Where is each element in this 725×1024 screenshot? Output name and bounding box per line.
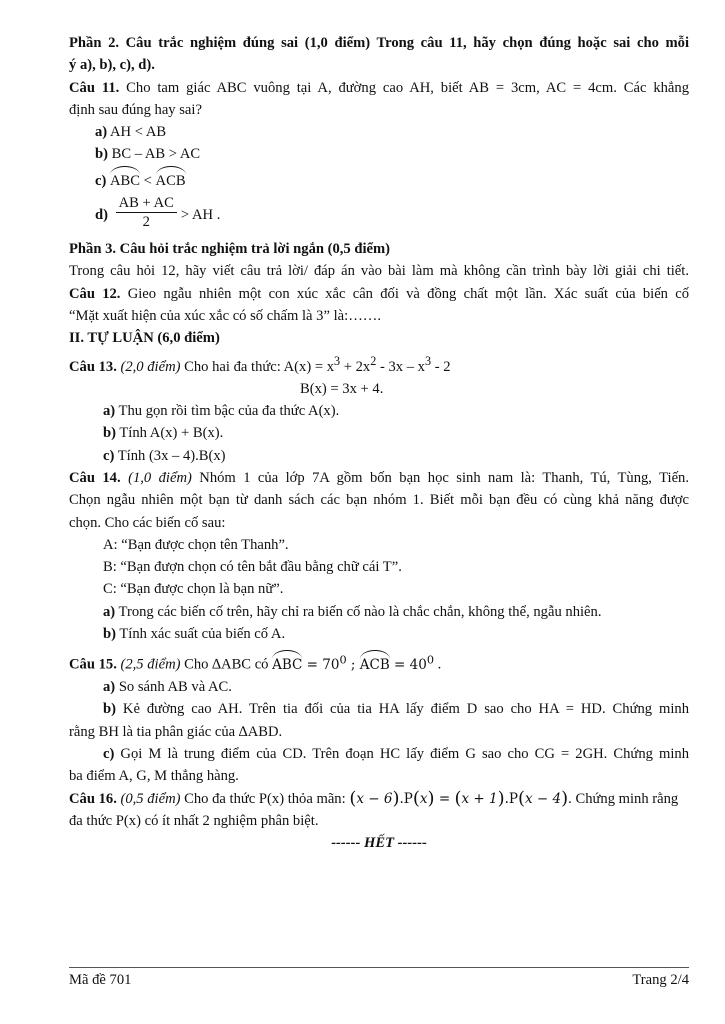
part-label: c) xyxy=(103,745,115,762)
part-text: Thu gọn rồi tìm bậc của đa thức A(x). xyxy=(115,403,340,420)
end-mark: ------ HẾT ------ xyxy=(331,835,427,852)
q16-text-1: Cho đa thức P(x) thỏa mãn: xyxy=(180,790,350,807)
q14-event-b: B: “Bạn đượn chọn có tên bắt đầu bằng chữ cái T”. xyxy=(103,559,402,576)
superscript: 3 xyxy=(424,353,432,368)
q13-term: + 2x xyxy=(340,358,371,375)
eq-equals: = xyxy=(434,790,455,807)
angle-acb: ACB xyxy=(360,654,390,676)
eq-term: x xyxy=(419,790,428,807)
option-label: c) xyxy=(95,172,107,189)
part-label: a) xyxy=(103,679,116,696)
q13-part-b xyxy=(69,422,689,444)
q16-text-2: đa thức P(x) có ít nhất 2 nghiệm phân biệt. xyxy=(69,812,319,829)
q14-event-a: A: “Bạn được chọn tên Thanh”. xyxy=(103,536,289,553)
part-text: Trong các biến cố trên, hãy chỉ ra biến cố nào là chắc chắn, không thể, ngẫu nhiên. xyxy=(115,603,602,620)
eq-term: x − 4 xyxy=(525,790,562,807)
q14-text-1: Nhóm 1 của lớp 7A gồm bốn bạn học sinh nam là: Thanh, Tú, Tùng, Tiến. xyxy=(191,469,690,486)
q14-part-a xyxy=(69,601,689,623)
part-ii-heading: II. TỰ LUẬN (6,0 điểm) xyxy=(69,330,220,347)
part2-heading: Phần 2. Câu trắc nghiệm đúng sai (1,0 điểm) Trong câu 11, hãy chọn đúng hoặc sai cho mỗi xyxy=(69,35,689,51)
q13-text xyxy=(69,350,689,378)
q14-text-2: Chọn ngẫu nhiên một bạn từ danh sách các bạn nhóm 1. Biết mỗi bạn đều có cùng khả năng được xyxy=(69,492,689,509)
angle-value: = 40 xyxy=(389,656,427,673)
part-label: b) xyxy=(103,701,116,718)
q14-event-c: C: “Bạn được chọn là bạn nữ”. xyxy=(103,581,284,598)
part-text: Tính (3x – 4).B(x) xyxy=(114,447,226,464)
q13-b-poly: B(x) = 3x + 4. xyxy=(300,380,384,397)
q13-term: - 3x – x xyxy=(376,358,425,375)
exam-code: Mã đề 701 xyxy=(69,972,132,988)
q14-part-b xyxy=(69,623,689,645)
angle-acb: ACB xyxy=(156,170,186,192)
eq-term: x + 1 xyxy=(461,790,498,807)
degree-superscript: 0 xyxy=(339,653,347,667)
part2-heading-cont: ý a), b), c), d). xyxy=(69,57,155,74)
footer-divider xyxy=(69,967,689,968)
q15-text xyxy=(69,649,689,676)
part-label: b) xyxy=(103,425,116,442)
fraction-denominator: 2 xyxy=(142,213,150,230)
exam-page xyxy=(69,32,689,854)
part3-heading: Phần 3. Câu hỏi trắc nghiệm trả lời ngắn (0,5 điểm) xyxy=(69,241,391,258)
separator: ; xyxy=(346,656,360,673)
q14-points: (1,0 điểm) xyxy=(128,469,192,486)
q11-label: Câu 11. xyxy=(69,79,120,96)
q13-points: (2,0 điểm) xyxy=(120,358,181,375)
q13-term: - 2 xyxy=(431,358,451,375)
page-footer xyxy=(69,972,689,989)
q13-text-1: Cho hai đa thức: A(x) = x xyxy=(180,358,335,375)
option-text: AH < AB xyxy=(107,124,167,141)
superscript: 3 xyxy=(334,353,341,368)
q16-points: (0,5 điểm) xyxy=(120,790,181,807)
q14-text-3: chọn. Cho các biến cố sau: xyxy=(69,514,226,531)
option-label: a) xyxy=(95,124,108,141)
q16-equation: (x − 6).P(x) = (x + 1).P(x − 4) xyxy=(349,787,569,809)
q11-text-2: định sau đúng hay sai? xyxy=(69,101,202,118)
q15-part-b xyxy=(69,698,689,720)
q15-part-c xyxy=(69,743,689,765)
q15-label: Câu 15. xyxy=(69,656,117,673)
part-text: So sánh AB và AC. xyxy=(115,679,232,696)
option-text: BC – AB > AC xyxy=(107,146,201,163)
part3-intro: Trong câu hỏi 12, hãy viết câu trả lời/ đáp án vào bài làm mà không cần trình bày lời giải chi tiết. xyxy=(69,263,689,280)
q15-part-a xyxy=(69,676,689,698)
q15-points: (2,5 điểm) xyxy=(120,656,181,673)
angle-abc: ABC xyxy=(110,170,140,192)
degree-superscript: 0 xyxy=(426,653,435,667)
eq-p: .P xyxy=(504,790,518,807)
q12-text-2: “Mặt xuất hiện của xúc xắc có số chấm là 3” là:……. xyxy=(69,307,382,324)
superscript: 2 xyxy=(370,353,377,368)
part-text: Tính xác suất của biến cố A. xyxy=(115,625,286,642)
part-label: a) xyxy=(103,603,116,620)
option-text: > AH . xyxy=(180,206,221,223)
q14-label: Câu 14. xyxy=(69,469,121,486)
part-label: a) xyxy=(103,403,116,420)
q12-text-1: Gieo ngẫu nhiên một con xúc xắc cân đối và đồng chất một lần. Xác suất của biến cố xyxy=(120,285,689,302)
q11-option-d xyxy=(69,192,689,238)
q16-label: Câu 16. xyxy=(69,790,117,807)
q12-text xyxy=(69,283,689,305)
q15-part-c-cont: ba điểm A, G, M thẳng hàng. xyxy=(69,768,239,785)
part-label: b) xyxy=(103,625,116,642)
less-than-sign: < xyxy=(140,172,156,189)
q14-text xyxy=(69,467,689,489)
eq-term: x − 6 xyxy=(356,790,393,807)
q13-part-c xyxy=(69,445,689,467)
fraction-numerator: AB + AC xyxy=(116,194,177,213)
q13-part-a xyxy=(69,400,689,422)
q11-text-1: Cho tam giác ABC vuông tại A, đường cao AH, biết AB = 3cm, AC = 4cm. Các khẳng xyxy=(119,79,689,96)
q16-text-after: . Chứng minh rằng xyxy=(568,790,679,807)
fraction xyxy=(116,194,177,231)
q11-text xyxy=(69,77,689,99)
angle-value: = 70 xyxy=(302,656,340,673)
option-label: d) xyxy=(95,206,108,223)
q12-label: Câu 12. xyxy=(69,285,121,302)
angle-abc: ABC xyxy=(272,654,302,676)
part-label: c) xyxy=(103,447,115,464)
q11-option-a xyxy=(69,121,689,143)
part-text: Kẻ đường cao AH. Trên tia đối của tia HA lấy điểm D sao cho HA = HD. Chứng minh xyxy=(115,701,689,718)
eq-p: .P xyxy=(399,790,413,807)
page-number: Trang 2/4 xyxy=(632,972,689,988)
q11-option-b xyxy=(69,143,689,165)
q13-label: Câu 13. xyxy=(69,358,117,375)
q11-option-c xyxy=(69,170,689,192)
part-text: Tính A(x) + B(x). xyxy=(115,425,224,442)
q16-text xyxy=(69,788,689,810)
option-label: b) xyxy=(95,146,108,163)
q15-text-1: Cho ∆ABC có xyxy=(180,656,273,673)
part-text: Gọi M là trung điểm của CD. Trên đoạn HC lấy điểm G sao cho CG = 2GH. Chứng minh xyxy=(114,745,689,762)
q15-end: . xyxy=(434,656,442,673)
q15-part-b-cont: rằng BH là tia phân giác của ∆ABD. xyxy=(69,723,283,740)
